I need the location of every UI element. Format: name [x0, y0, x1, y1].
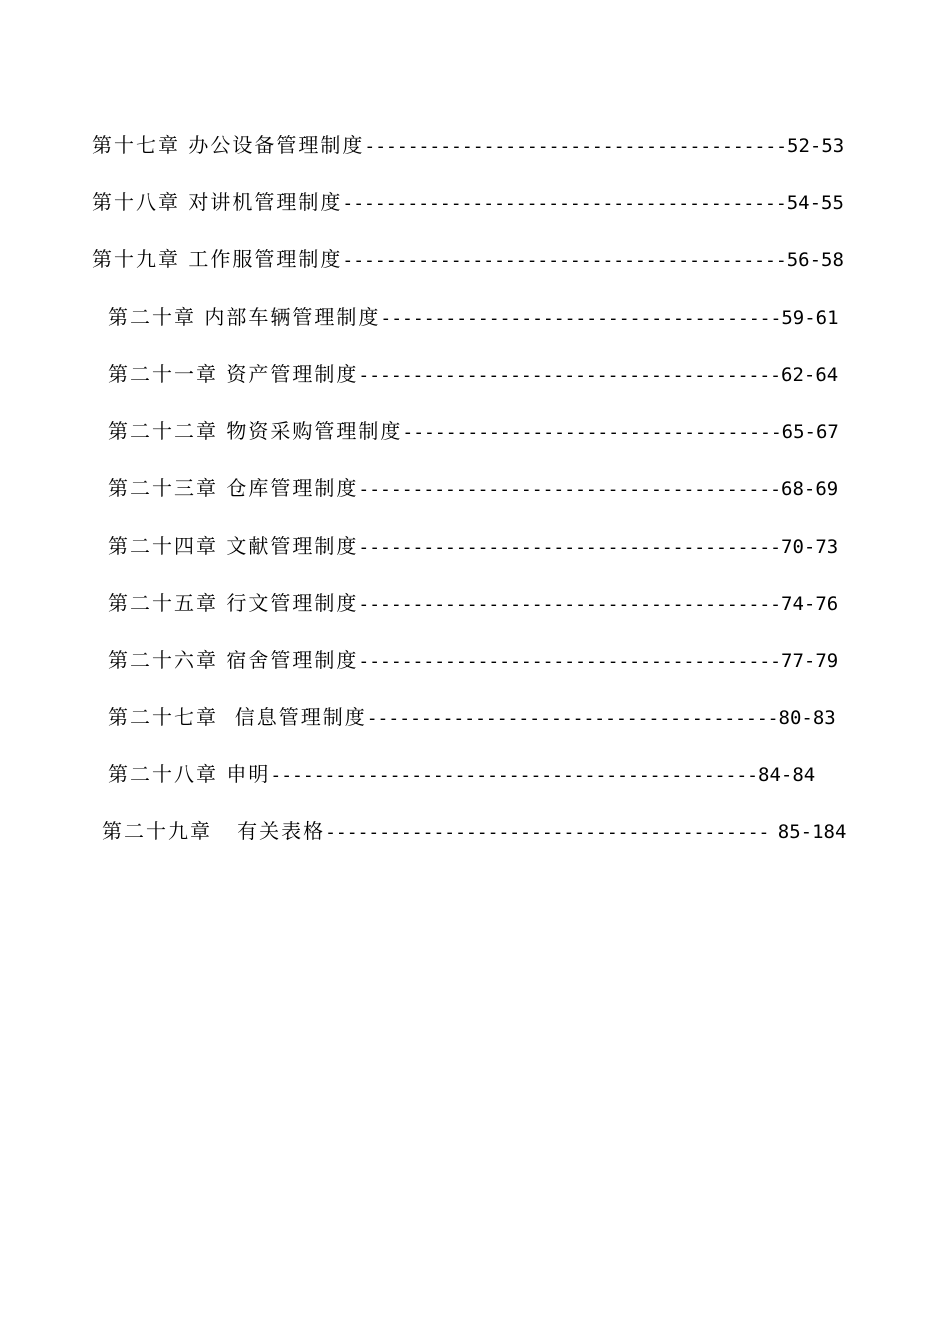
- toc-pages: 56-58: [786, 249, 844, 271]
- toc-entry: [108, 302, 844, 332]
- toc-leader: ---------------------------------------: [358, 479, 781, 500]
- toc-entry: [108, 473, 844, 503]
- toc-entry: [108, 416, 844, 446]
- toc-leader: ---------------------------------------------: [270, 765, 759, 786]
- toc-title: 仓库管理制度: [226, 476, 359, 500]
- toc-pages: 84-84: [758, 764, 816, 786]
- toc-entry: [108, 759, 844, 789]
- toc-entry: [108, 359, 844, 389]
- toc-chapter: 第二十六章: [108, 648, 218, 672]
- toc-title: 内部车辆管理制度: [204, 305, 381, 329]
- toc-leader: ---------------------------------------: [358, 651, 781, 672]
- toc-pages: 70-73: [781, 536, 839, 558]
- toc-pages: 62-64: [781, 364, 839, 386]
- toc-entry: [92, 130, 852, 160]
- toc-entry: [108, 645, 844, 675]
- toc-leader: -----------------------------------: [402, 422, 782, 443]
- toc-leader: -----------------------------------------: [325, 822, 770, 843]
- toc-leader: ---------------------------------------: [364, 136, 787, 157]
- toc-leader: --------------------------------------: [366, 708, 779, 729]
- toc-pages: 65-67: [781, 421, 839, 443]
- toc-leader: ---------------------------------------: [358, 537, 781, 558]
- toc-entry: [108, 531, 844, 561]
- toc-chapter: 第十九章: [92, 247, 180, 271]
- toc-chapter: 第二十二章: [108, 419, 218, 443]
- toc-entry: [108, 702, 844, 732]
- toc-title: 对讲机管理制度: [188, 190, 343, 214]
- toc-title: 办公设备管理制度: [188, 133, 365, 157]
- toc-title: 工作服管理制度: [188, 247, 343, 271]
- toc-title: 信息管理制度: [234, 705, 367, 729]
- toc-entry: [108, 588, 844, 618]
- toc-pages: 85-184: [777, 821, 847, 843]
- toc-title: 宿舍管理制度: [226, 648, 359, 672]
- toc-pages: 77-79: [781, 650, 839, 672]
- toc-entry: [92, 244, 852, 274]
- toc-title: 文献管理制度: [226, 534, 359, 558]
- toc-pages: 68-69: [781, 478, 839, 500]
- toc-title: 有关表格: [237, 819, 326, 843]
- toc-leader: -------------------------------------: [380, 308, 782, 329]
- toc-chapter: 第二十八章: [108, 762, 218, 786]
- toc-chapter: 第二十一章: [108, 362, 218, 386]
- toc-chapter: 第十七章: [92, 133, 180, 157]
- toc-chapter: 第二十九章: [102, 819, 212, 843]
- toc-chapter: 第二十五章: [108, 591, 218, 615]
- toc-leader: -----------------------------------------: [342, 250, 787, 271]
- toc-leader: ---------------------------------------: [358, 594, 781, 615]
- toc-title: 资产管理制度: [226, 362, 359, 386]
- toc-chapter: 第二十四章: [108, 534, 218, 558]
- toc-entry: [92, 187, 852, 217]
- toc-chapter: 第十八章: [92, 190, 180, 214]
- toc-chapter: 第二十七章: [108, 705, 218, 729]
- toc-chapter: 第二十三章: [108, 476, 218, 500]
- toc-title: 申明: [226, 762, 271, 786]
- toc-pages: 59-61: [781, 307, 839, 329]
- toc-entry: [102, 816, 852, 846]
- toc-pages: 74-76: [781, 593, 839, 615]
- toc-chapter: 第二十章: [108, 305, 196, 329]
- toc-title: 物资采购管理制度: [226, 419, 403, 443]
- toc-leader: ---------------------------------------: [358, 365, 781, 386]
- toc-pages: 52-53: [787, 135, 845, 157]
- toc-title: 行文管理制度: [226, 591, 359, 615]
- toc-leader: -----------------------------------------: [342, 193, 787, 214]
- toc-pages: 54-55: [786, 192, 844, 214]
- toc-pages: 80-83: [778, 707, 836, 729]
